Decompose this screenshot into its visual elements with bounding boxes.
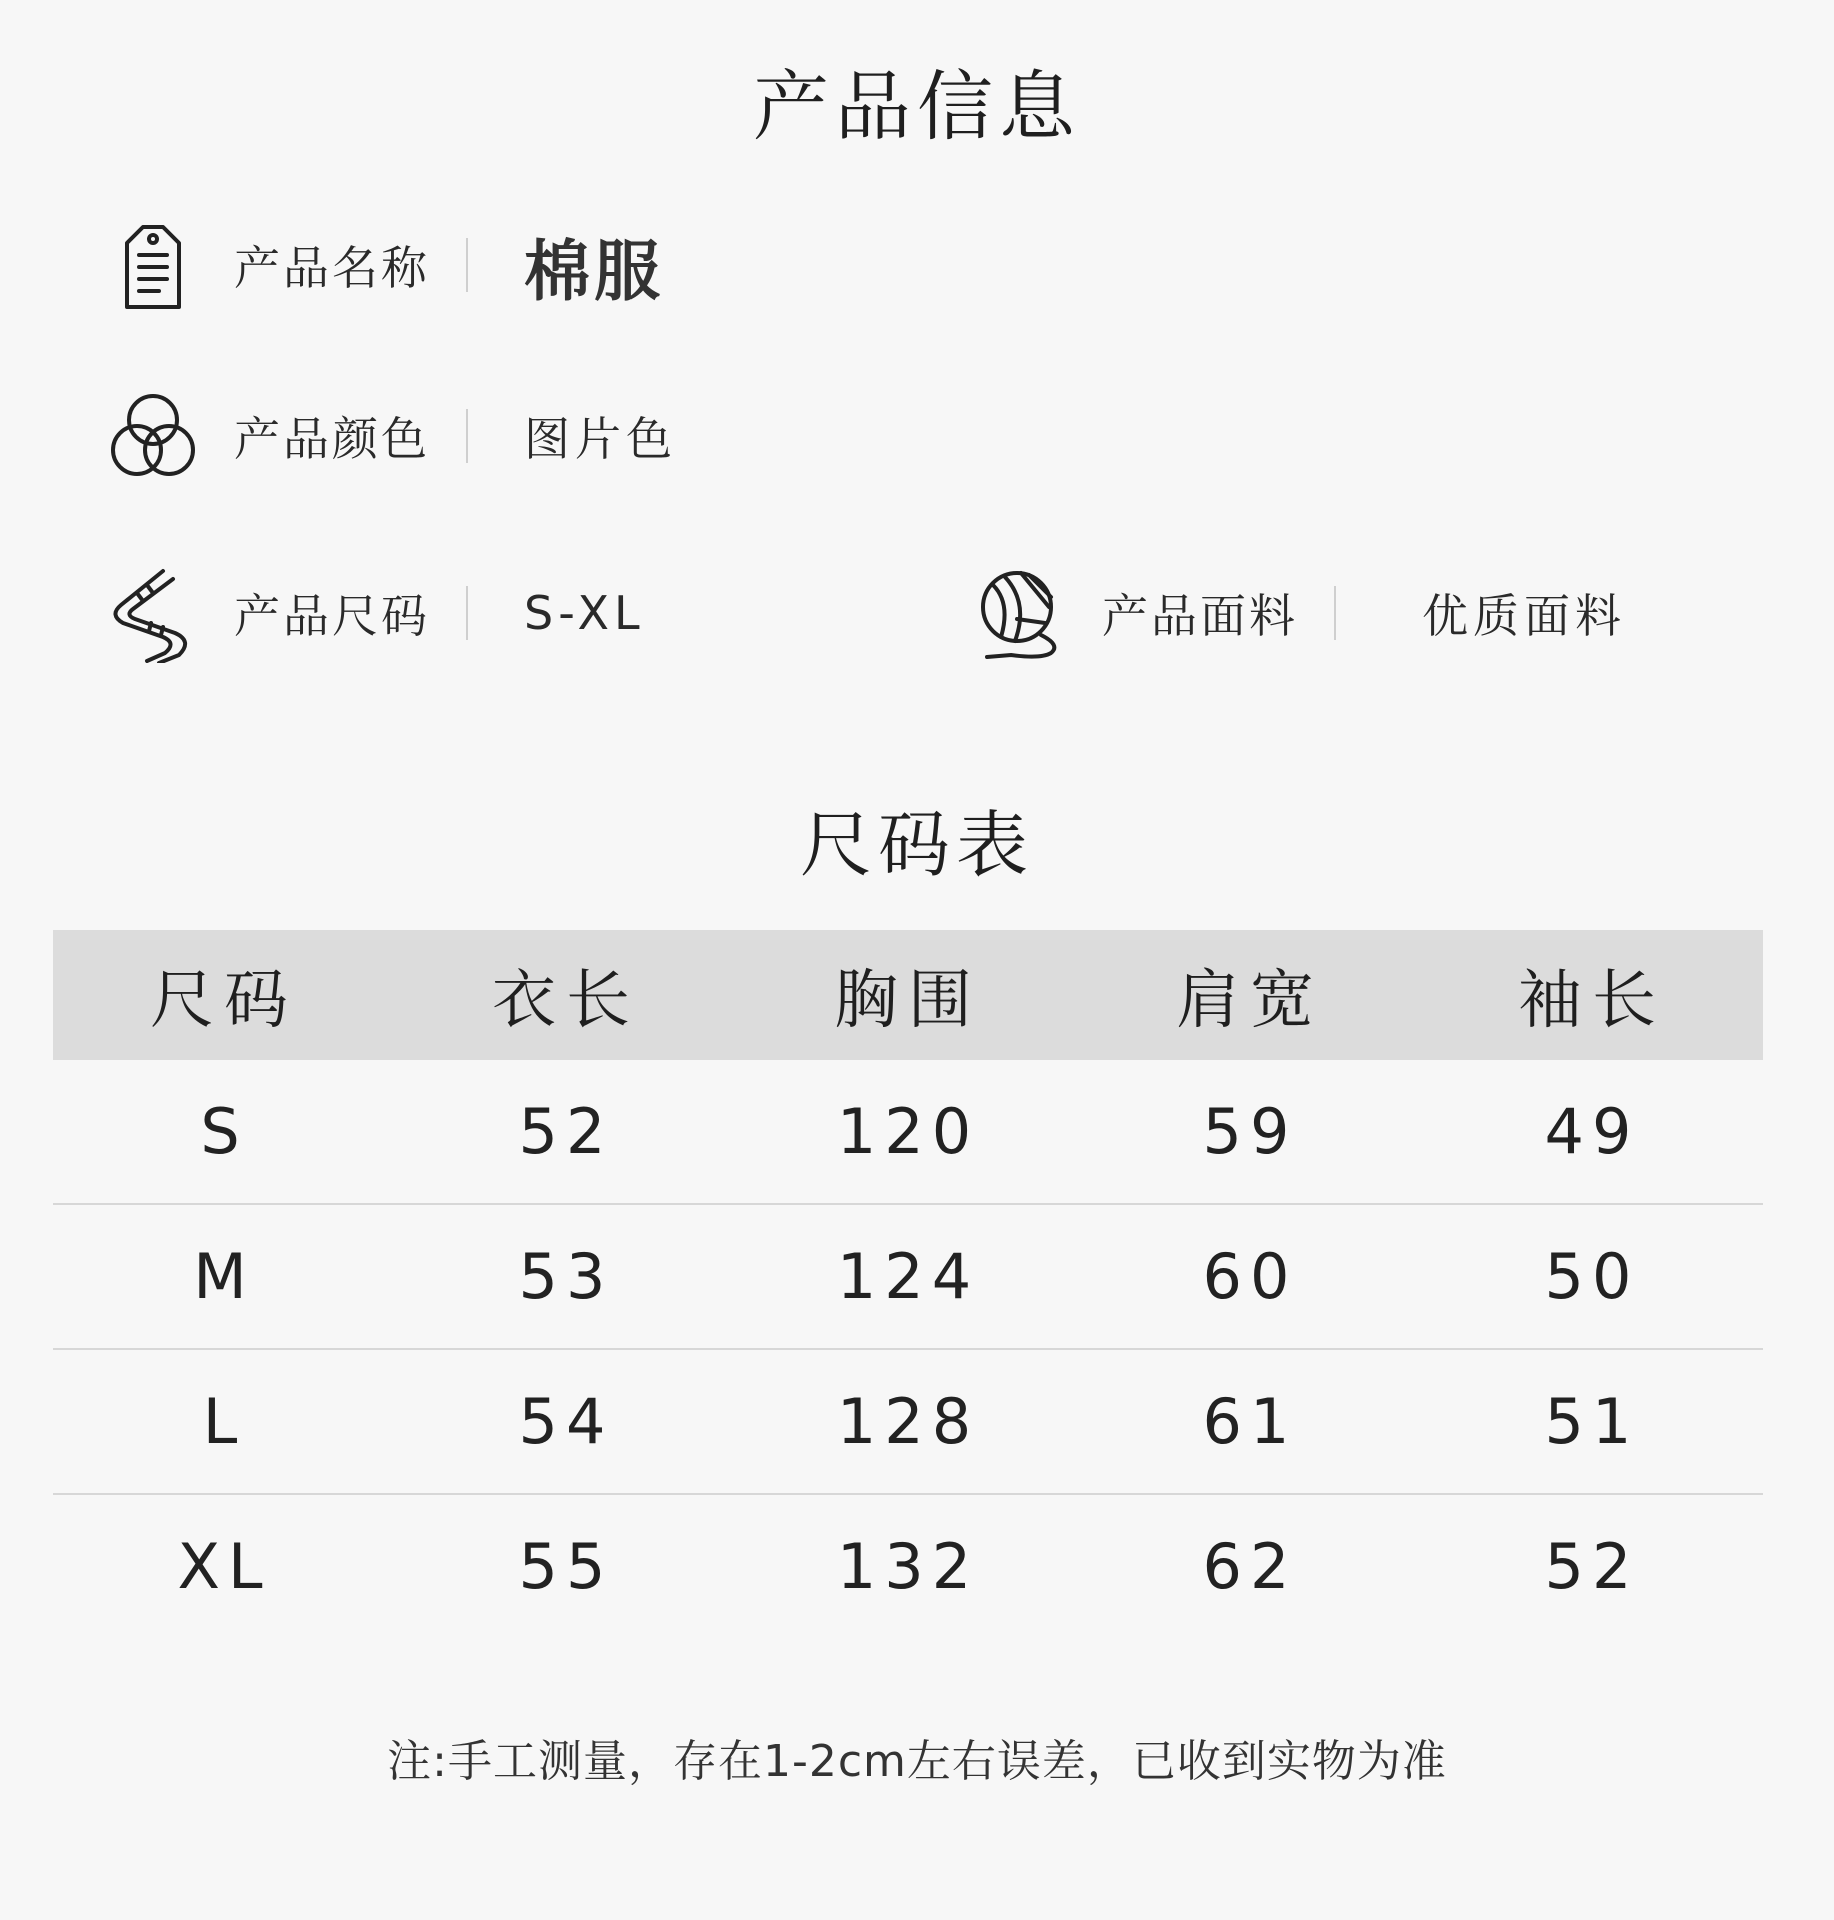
- cell-chest: 124: [836, 1240, 980, 1313]
- product-color-value: 图片色: [524, 412, 677, 466]
- cell-size: S: [200, 1095, 248, 1168]
- cell-chest: 120: [836, 1095, 980, 1168]
- separator: [466, 409, 468, 463]
- cell-sleeve: 52: [1544, 1530, 1640, 1603]
- separator: [466, 238, 468, 292]
- product-size-label: 产品尺码: [234, 589, 430, 643]
- info-row-color: [98, 381, 677, 491]
- header-size: 尺码: [150, 964, 298, 1038]
- cell-shoulder: 59: [1202, 1095, 1298, 1168]
- product-size-value: S-XL: [524, 586, 645, 640]
- table-row: [53, 1060, 1763, 1205]
- product-name-value: 棉服: [524, 232, 664, 310]
- table-row: [53, 1205, 1763, 1350]
- separator: [1334, 586, 1336, 640]
- cell-sleeve: 49: [1544, 1095, 1640, 1168]
- separator: [466, 586, 468, 640]
- measuring-tape-icon: [98, 558, 208, 668]
- cell-shoulder: 60: [1202, 1240, 1298, 1313]
- table-row: [53, 1495, 1763, 1638]
- cell-length: 53: [518, 1240, 614, 1313]
- cell-size: XL: [177, 1530, 271, 1603]
- yarn-ball-icon: [966, 558, 1076, 668]
- cell-length: 54: [518, 1385, 614, 1458]
- header-chest: 胸围: [834, 964, 982, 1038]
- cell-size: L: [202, 1385, 246, 1458]
- header-sleeve: 袖长: [1518, 964, 1666, 1038]
- product-color-label: 产品颜色: [234, 412, 430, 466]
- cell-length: 55: [518, 1530, 614, 1603]
- cell-size: M: [193, 1240, 255, 1313]
- three-circles-icon: [98, 381, 208, 491]
- cell-chest: 128: [836, 1385, 980, 1458]
- cell-sleeve: 50: [1544, 1240, 1640, 1313]
- info-row-size: [98, 558, 645, 668]
- cell-sleeve: 51: [1544, 1385, 1640, 1458]
- size-table: [53, 930, 1763, 1638]
- page-title: 产品信息: [753, 62, 1081, 151]
- info-row-fabric: [966, 558, 1626, 668]
- cell-shoulder: 62: [1202, 1530, 1298, 1603]
- product-name-label: 产品名称: [234, 241, 430, 295]
- size-chart-title: 尺码表: [799, 803, 1034, 887]
- cell-chest: 132: [836, 1530, 980, 1603]
- table-row: [53, 1350, 1763, 1495]
- tag-icon: [98, 210, 208, 320]
- cell-length: 52: [518, 1095, 614, 1168]
- measurement-note: 注:手工测量，存在1-2cm左右误差，已收到实物为准: [387, 1736, 1447, 1787]
- product-fabric-label: 产品面料: [1102, 589, 1298, 643]
- header-length: 衣长: [492, 964, 640, 1038]
- product-fabric-value: 优质面料: [1422, 589, 1626, 643]
- info-row-name: [98, 210, 664, 320]
- cell-shoulder: 61: [1202, 1385, 1298, 1458]
- header-shoulder: 肩宽: [1176, 964, 1324, 1038]
- table-header-row: [53, 930, 1763, 1060]
